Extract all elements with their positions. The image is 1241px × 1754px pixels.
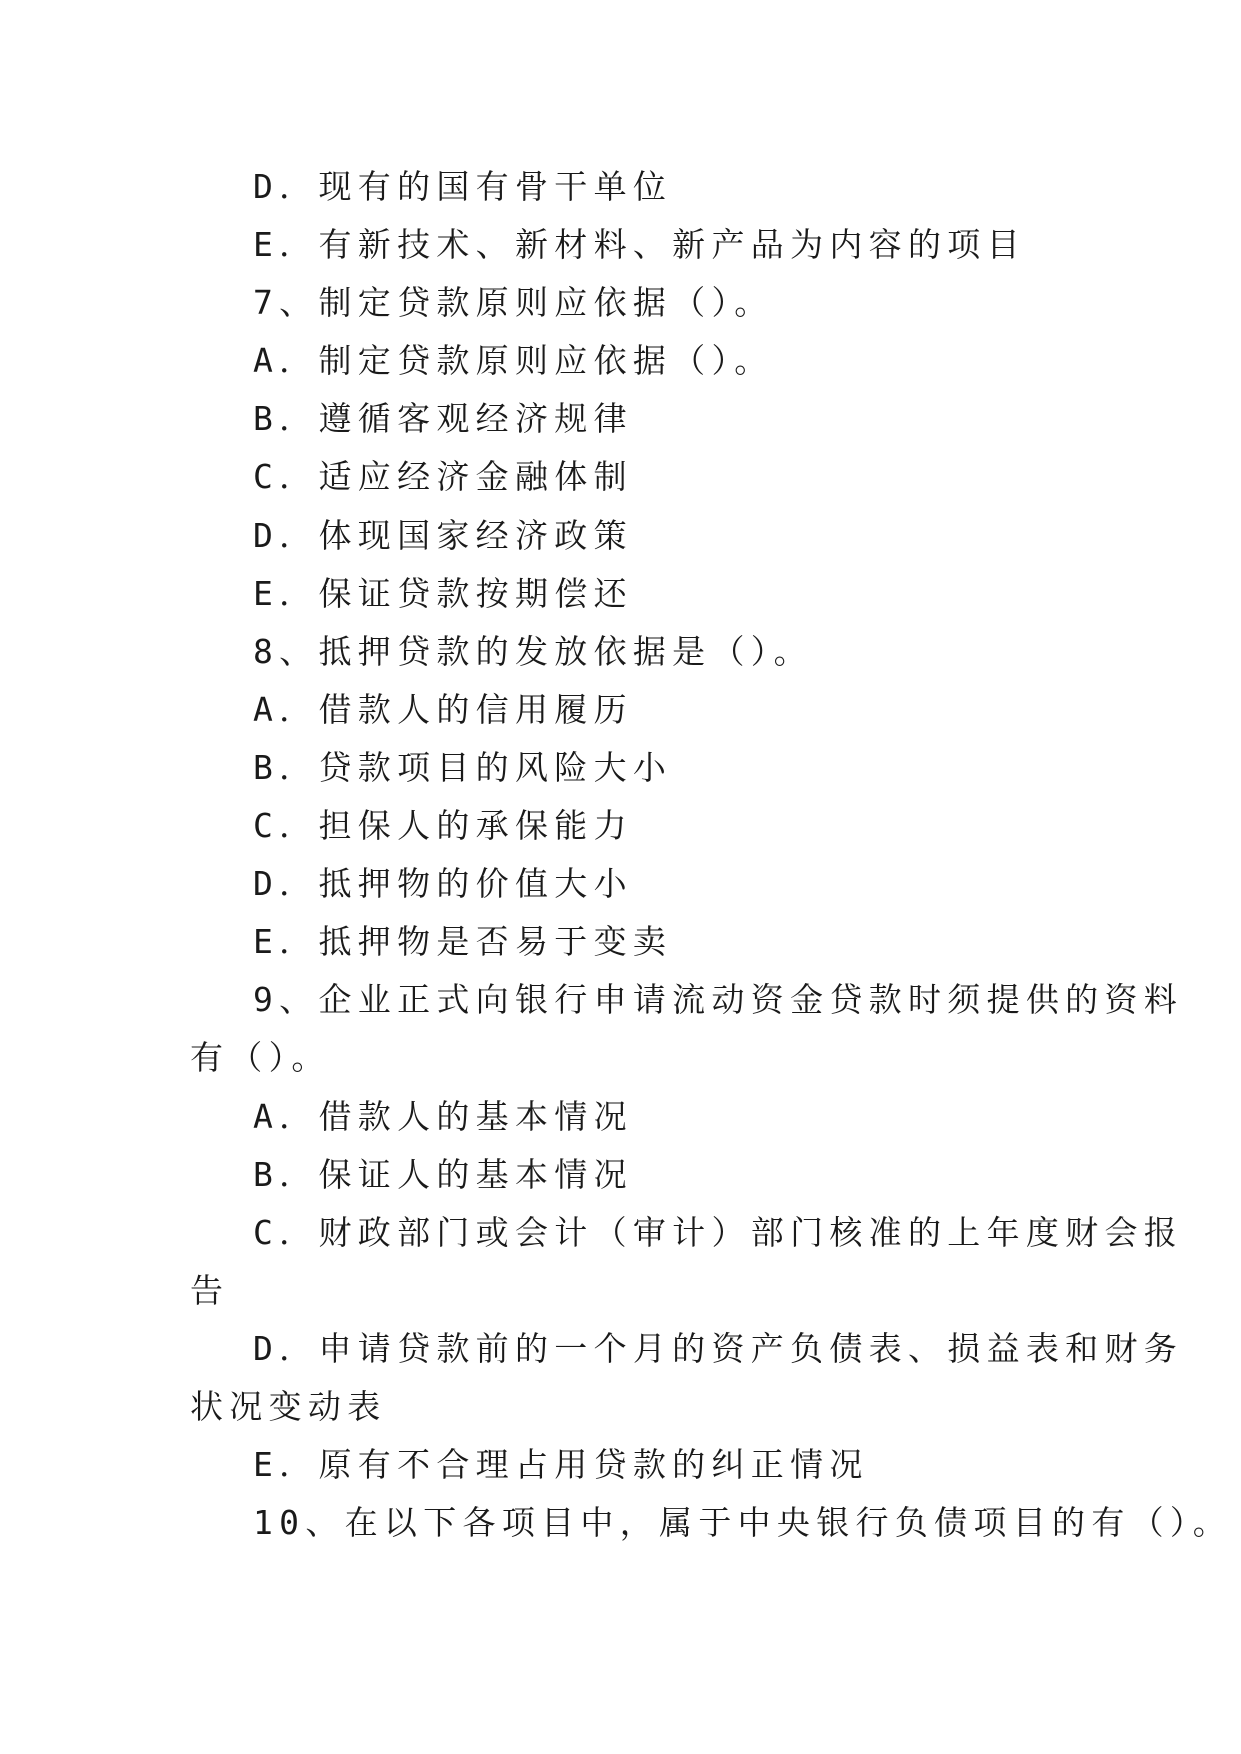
option-line: C．财政部门或会计（审计）部门核准的上年度财会报 — [253, 1212, 1184, 1252]
option-line: B．遵循客观经济规律 — [253, 399, 633, 439]
option-line: E．抵押物是否易于变卖 — [253, 922, 673, 962]
option-line: E．有新技术、新材料、新产品为内容的项目 — [253, 225, 1026, 265]
option-line: A．制定贷款原则应依据（）。 — [253, 341, 774, 381]
document-body — [190, 158, 1233, 1552]
question-line: 9、企业正式向银行申请流动资金贷款时须提供的资料 — [253, 980, 1184, 1020]
question-line: 10、在以下各项目中，属于中央银行负债项目的有（）。 — [253, 1503, 1233, 1543]
option-line: D．体现国家经济政策 — [253, 515, 633, 555]
option-line-continued: 状况变动表 — [190, 1386, 387, 1426]
question-line-continued: 有（）。 — [190, 1038, 331, 1078]
option-line: C．适应经济金融体制 — [253, 457, 633, 497]
option-line: E．保证贷款按期偿还 — [253, 573, 633, 613]
option-line: A．借款人的信用履历 — [253, 689, 633, 729]
option-line-continued: 告 — [190, 1270, 230, 1310]
question-line: 8、抵押贷款的发放依据是（）。 — [253, 631, 813, 671]
option-line: B．保证人的基本情况 — [253, 1154, 633, 1194]
option-line: B．贷款项目的风险大小 — [253, 747, 673, 787]
question-line: 7、制定贷款原则应依据（）。 — [253, 283, 774, 323]
option-line: C．担保人的承保能力 — [253, 806, 633, 846]
option-line: E．原有不合理占用贷款的纠正情况 — [253, 1445, 869, 1485]
option-line: D．抵押物的价值大小 — [253, 864, 633, 904]
option-line: D．现有的国有骨干单位 — [253, 167, 673, 206]
option-line: D．申请贷款前的一个月的资产负债表、损益表和财务 — [253, 1328, 1184, 1368]
option-line: A．借款人的基本情况 — [253, 1096, 633, 1136]
